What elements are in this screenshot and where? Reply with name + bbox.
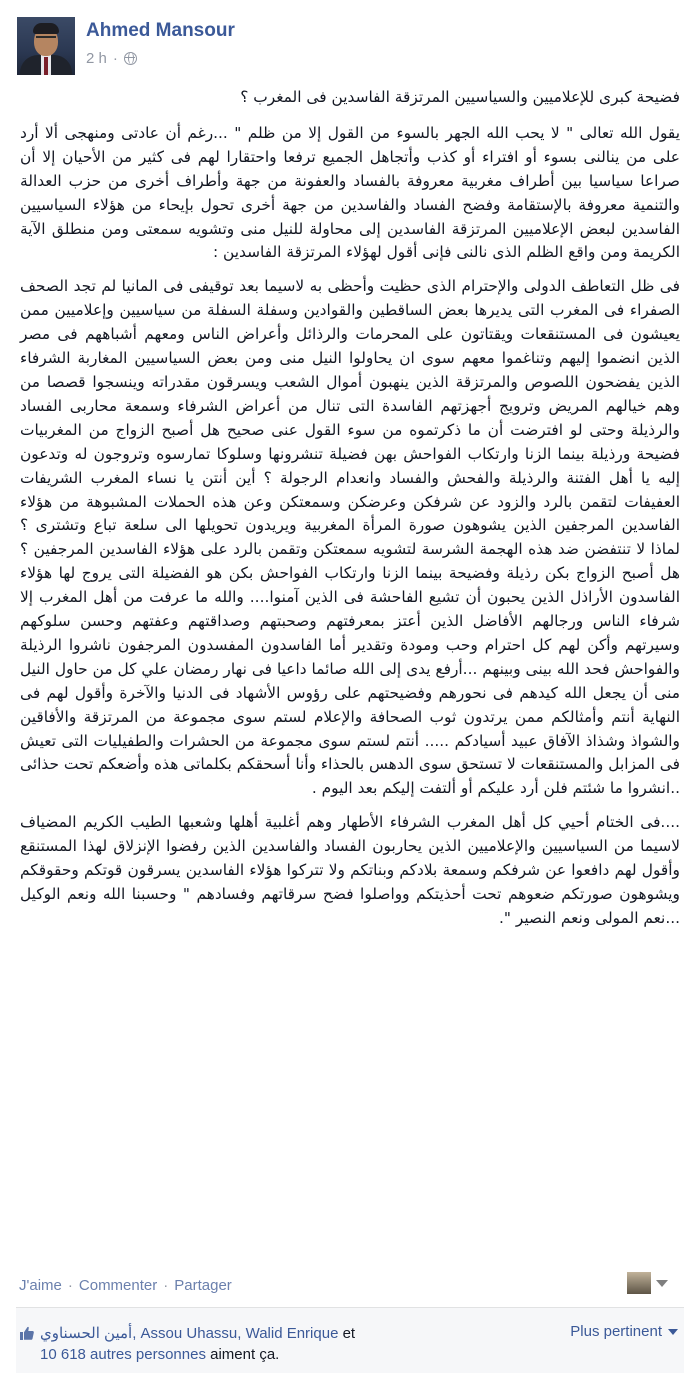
author-avatar[interactable] [17,17,75,75]
meta-separator: · [112,50,118,67]
sort-label: Plus pertinent [570,1323,662,1340]
comment-button[interactable]: Commenter [78,1277,158,1294]
post-title: فضيحة كبرى للإعلاميين والسياسيين المرتزقة الفاسدين فى المغرب ؟ [240,88,680,106]
share-button[interactable]: Partager [174,1277,232,1294]
likers-names[interactable]: أمين الحسناوي, Assou Uhassu, Walid Enrique [40,1325,339,1342]
post-meta [86,50,137,67]
post-paragraph: يقول الله تعالى " لا يحب الله الجهر بالسوء من القول إلا من ظلم " ...رغم أن عادتى ومنهجى ألا أرد على من ينالنى بسوء أو افتراء أو كذب وأتجاهل الجميع ترفعا واحتقارا لهم فى كثير من الأحيان إلا أن صراعا سياسيا بين أطراف مغربية معروفة بالفساد والعفونة من جهة وأطراف أخرى من حزب العدالة والتنمية معروفة بالإستقامة وفضح الفساد والفاسدين من جهة أخرى تحول بإيحاء من هؤلاء السياسيين الفاسدين لبعض الإعلاميين المرتزقة الفاسدين إلى محاولة للنيل منى وتشويه سمعتى ومن منطلق الآية الكريمة ومن واقع الظلم الذى نالنى فإنى أقول لهؤلاء المرتزقة الفاسدين : [20,123,680,262]
action-separator: · [67,1277,73,1294]
globe-icon[interactable] [124,52,137,65]
chevron-down-icon[interactable] [656,1280,668,1287]
likes-conjunction: et [342,1325,356,1342]
post-paragraph: ....فى الختام أحيي كل أهل المغرب الشرفاء الأطهار وهم أغلبية أهلها وشعبها الطيب الكريم المضياف لاسيما من السياسيين والإعلاميين الذين يحاربون الفساد والفاسدين الذين رفضوا الإنزلاق لهذا المستنقع وأقول لهم دافعوا عن شرفكم وسمعة بلادكم وبناتكم ولا تتركوا هؤلاء الفاسدين يسرقون قوتكم وحقوقكم ويشوهون صورتكم ضعوهم تحت أحذيتكم وواصلوا فضح سرقاتهم وفسادهم " وحسبنا الله ونعم الوكيل ...نعم المولى ونعم النصير ". [20,813,680,927]
author-name[interactable]: Ahmed Mansour [86,20,235,41]
thumbs-up-icon [19,1325,35,1341]
likes-count[interactable]: 10 618 autres personnes [40,1346,206,1363]
post-paragraph: فى ظل التعاطف الدولى والإحترام الذى حظيت وأحظى به لاسيما بعد توقيفى فى المانيا لم تجد الصحف الصفراء فى المغرب التى يديرها بعض الساقطين والقوادين وسفلة السفلة من سياسيين وإعلاميين ممن يعيشون فى المستنقعات ويقتاتون على المحرمات والرذائل وأعراض الناس ومعهم أشباههم فى مصر الذين انضموا إليهم وتناغموا معهم سوى ان يحاولوا النيل منى ومن بعض السياسيين المغاربة الشرفاء الذين يفضحون اللصوص والمرتزقة الذين ينهبون أموال الشعب ويسرقون مقدراته وينسجوا قصصا من وهم خيالهم المريض وترويج أجهزتهم الفاسدة التى تنال من أعراض الشرفاء وسمعة محاربى الفساد والرذيلة وحتى لو افترضت أن ما ذكرتموه من سوء القول عنى صحيح هل أصبح الزواج من المغربيات فضيحة ورذيلة بينما الزنا وارتكاب الفواحش بهن فضيلة تنشرونها وسلوكا تمارسوه وتروجون له وتدعون إليه يا أهل الفتنة والرذيلة والفحش والفساد وانعدام الرجولة ؟ أين أنتن يا نساء المغرب الشريفات العفيفات لتقمن بالرد والزود عن شرفكن وعرضكن وسمعتكن وعن هذه الحملات المشبوهة من هؤلاء الفاسدين المرجفين الذين يشوهون صورة المرأة المغربية ويريدون تحويلها الى سلعة تباع وتشترى ؟ لماذا لا تنتفضن ضد هذه الهجمة الشرسة لتشويه سمعتكن وتقمن بالرد على هؤلاء الفاسدين المرجفين ؟ هل أصبح الزواج بكن رذيلة وفضيحة بينما الزنا وارتكاب الفواحش بكن هو الفضيلة التى يروج لها هؤلاء الفاسدون الأراذل الذين يحبون أن تشيع الفاحشة فى الذين آمنوا.... والله ما عرفت من أهل المغرب إلا شرفاء الناس ورجالهم الأفاضل الذين أعتز بمعرفتهم وصحبتهم وصداقتهم وعفتهم وحسن سلوكهم وسيرتهم وأكن لهم كل احترام وحب ومودة وتقدير أما الفاسدون المفسدون المرجفون ناشروا الرذيلة والفواحش فحد الله بينى وبينهم ...أرفع يدى إلى الله صائما داعيا فى نهار رمضان علي كل من حاول النيل منى أن يجعل الله كيدهم فى نحورهم وفضيحتهم على رؤوس الأشهاد فى الدنيا والآخرة وأقول لهم فى النهاية أنتم وأمثالكم ممن يرتدون ثوب الصحافة والإعلام لستم سوى مجموعة من المرتزقة والأفاقين والشواذ وشذاذ الآفاق عبيد أسيادكم ..... أنتم لستم سوى مجموعة من الحشرات والطفيليات التى تعيش فى المزابل والمستنقعات لا تستحق سوى الدهس بالحذاء وأنا أسحقكم بكلماتى هذه وأضعكم تحت حذائى ..انشروا ما شئتم فلن أرد عليكم أو ألتفت إليكم بعد اليوم . [20,277,680,798]
comment-sort-dropdown[interactable] [570,1323,678,1340]
likes-text [40,1323,460,1365]
post-actions [19,1277,232,1294]
likes-summary [16,1308,684,1373]
likes-suffix: aiment ça. [210,1346,280,1363]
post-time[interactable]: 2 h [86,50,107,67]
action-separator: · [163,1277,169,1294]
chevron-down-icon [668,1329,678,1335]
post-body [20,86,680,941]
viewer-avatar[interactable] [627,1272,651,1294]
like-button[interactable]: J'aime [19,1277,62,1294]
